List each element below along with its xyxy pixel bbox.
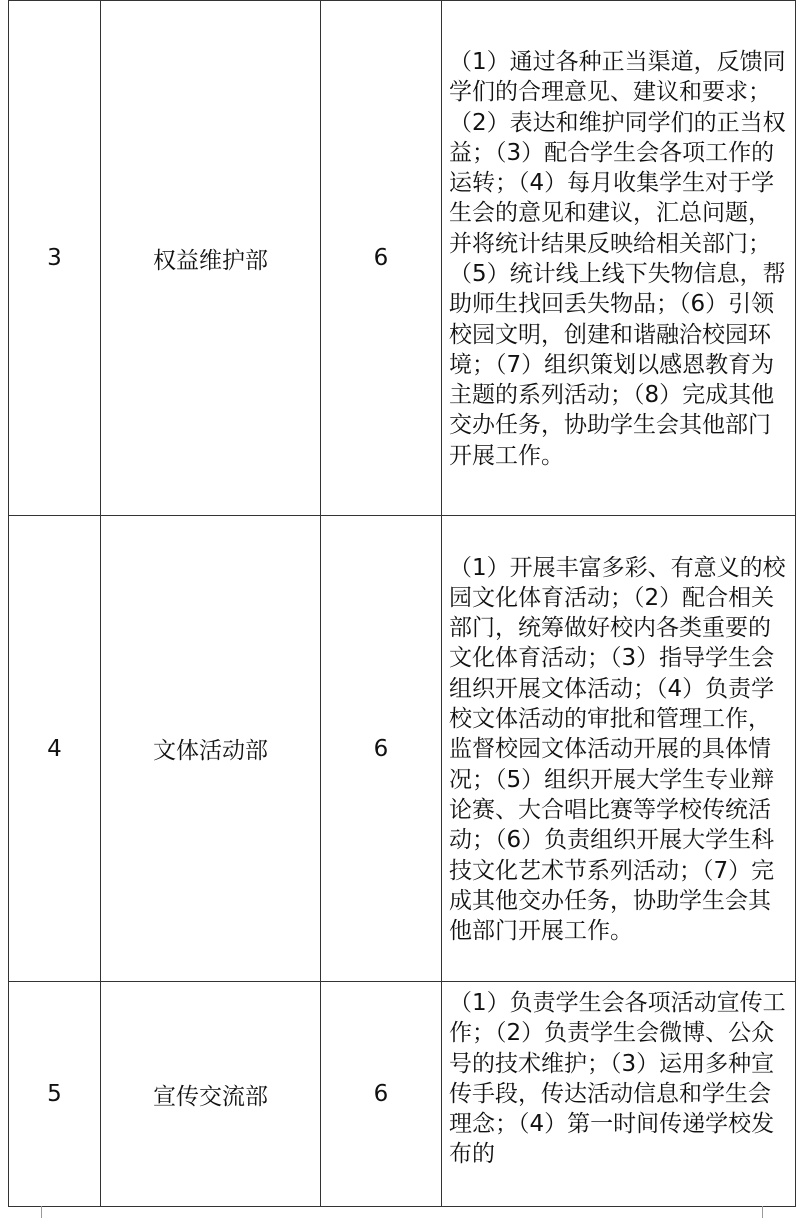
table-row — [9, 516, 796, 982]
margin-tick-right — [762, 1206, 763, 1218]
row-number: 5 — [9, 982, 101, 1207]
department-table — [8, 0, 796, 1207]
row-number: 3 — [9, 1, 101, 516]
margin-tick-left — [41, 1206, 42, 1218]
department-name: 文体活动部 — [101, 516, 321, 982]
member-count: 6 — [321, 516, 442, 982]
department-name: 权益维护部 — [101, 1, 321, 516]
member-count: 6 — [321, 1, 442, 516]
table-row — [9, 982, 796, 1207]
page-margin-marks — [0, 1206, 804, 1218]
department-duties: （1）开展丰富多彩、有意义的校园文化体育活动；（2）配合相关部门，统筹做好校内各类重要的文化体育活动；（3）指导学生会组织开展文体活动；（4）负责学校文体活动的审批和管理工作，监督校园文体活动开展的具体情况；（5）组织开展大学生专业辩论赛、大合唱比赛等学校传统活动；（6）负责组织开展大学生科技文化艺术节系列活动；（7）完成其他交办任务，协助学生会其他部门开展工作。 — [442, 516, 796, 982]
member-count: 6 — [321, 982, 442, 1207]
department-duties: （1）通过各种正当渠道，反馈同学们的合理意见、建议和要求；（2）表达和维护同学们的正当权益；（3）配合学生会各项工作的运转；（4）每月收集学生对于学生会的意见和建议，汇总问题，并将统计结果反映给相关部门；（5）统计线上线下失物信息，帮助师生找回丢失物品；（6）引领校园文明，创建和谐融洽校园环境；（7）组织策划以感恩教育为主题的系列活动；（8）完成其他交办任务，协助学生会其他部门开展工作。 — [442, 1, 796, 516]
row-number: 4 — [9, 516, 101, 982]
department-duties: （1）负责学生会各项活动宣传工作；（2）负责学生会微博、公众号的技术维护；（3）运用多种宣传手段，传达活动信息和学生会理念；（4）第一时间传递学校发布的 — [442, 982, 796, 1207]
department-name: 宣传交流部 — [101, 982, 321, 1207]
table-row — [9, 1, 796, 516]
